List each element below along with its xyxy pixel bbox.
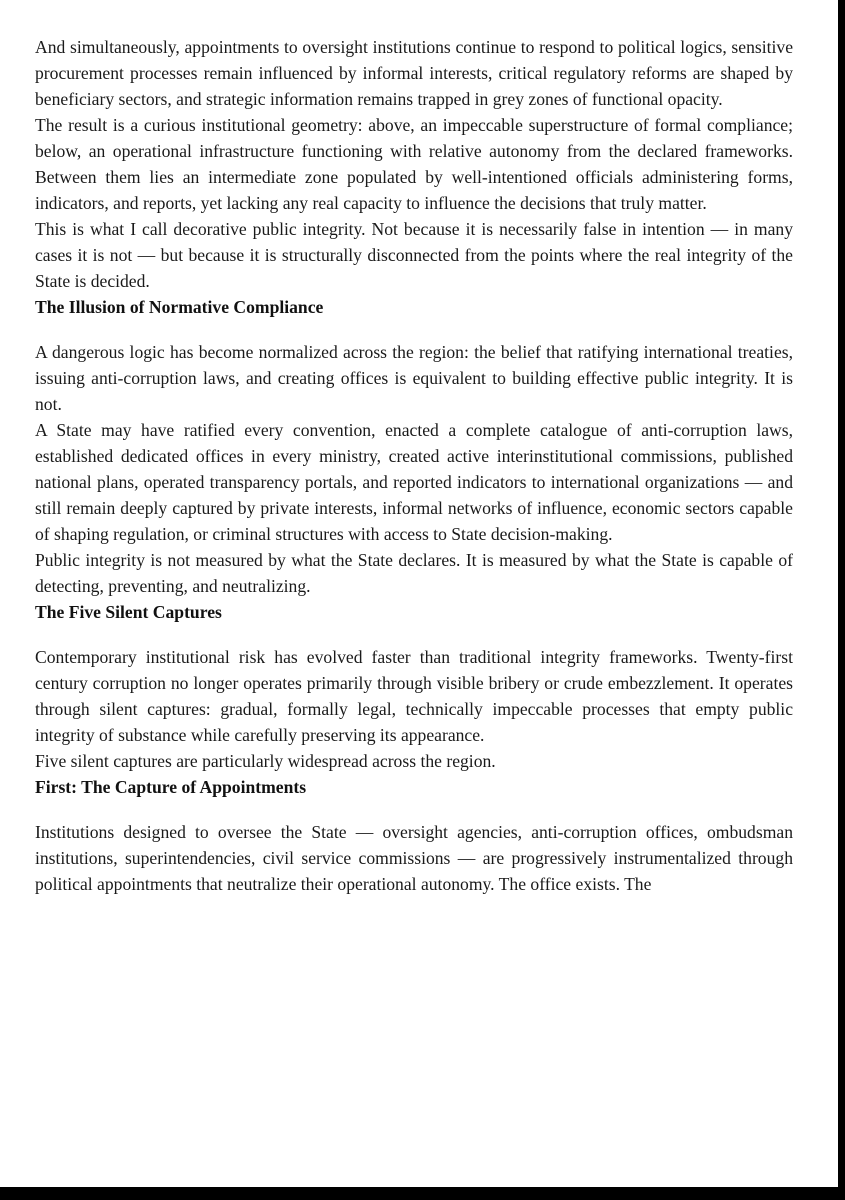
paragraph-integrity-measured: Public integrity is not measured by what the State declares. It is measured by what the State is capable of detecting, preventing, and neutralizing.: [35, 550, 793, 596]
paragraph-decorative-integrity: This is what I call decorative public integrity. Not because it is necessarily false in intention — in many cases it is not — but because it is structurally disconnected from the points where the real integrity of the State is decided.: [35, 219, 793, 291]
heading-illusion-normative-compliance: The Illusion of Normative Compliance: [35, 297, 324, 317]
heading-capture-of-appointments: First: The Capture of Appointments: [35, 777, 307, 797]
paragraph-contemporary-risk: Contemporary institutional risk has evolved faster than traditional integrity frameworks. Twenty-first century corruption no longer operates primarily through visible bribery or crude embezzlement. It operates through silent captures: gradual, formally legal, technically impeccable processes that empty public integrity of substance while carefully preserving its appearance.: [35, 647, 793, 745]
paragraph-institutions-oversee: Institutions designed to oversee the State — oversight agencies, anti-corruption offices, ombudsman institutions, superintendencies, civil service commissions — are progressively instrumentalized through political appointments that neutralize their operational autonomy. The office exists. The: [35, 822, 793, 894]
paragraph-dangerous-logic: A dangerous logic has become normalized across the region: the belief that ratifying international treaties, issuing anti-corruption laws, and creating offices is equivalent to building effective public integrity. It is not.: [35, 342, 793, 414]
paragraph-state-ratified: A State may have ratified every convention, enacted a complete catalogue of anti-corruption laws, established dedicated offices in every ministry, created active interinstitutional commissions, published national plans, operated transparency portals, and reported indicators to international organizations — and still remain deeply captured by private interests, informal networks of influence, economic sectors capable of shaping regulation, or criminal structures with access to State decision-making.: [35, 420, 793, 544]
paragraph-appointments-procurement: And simultaneously, appointments to oversight institutions continue to respond to political logics, sensitive procurement processes remain influenced by informal interests, critical regulatory reforms are shaped by beneficiary sectors, and strategic information remains trapped in grey zones of functional opacity.: [35, 37, 793, 109]
paragraph-five-captures-widespread: Five silent captures are particularly widespread across the region.: [35, 751, 496, 771]
heading-five-silent-captures: The Five Silent Captures: [35, 602, 222, 622]
paragraph-institutional-geometry: The result is a curious institutional geometry: above, an impeccable superstructure of formal compliance; below, an operational infrastructure functioning with relative autonomy from the declared frameworks. Between them lies an intermediate zone populated by well-intentioned officials administering forms, indicators, and reports, yet lacking any real capacity to influence the decisions that truly matter.: [35, 115, 793, 213]
